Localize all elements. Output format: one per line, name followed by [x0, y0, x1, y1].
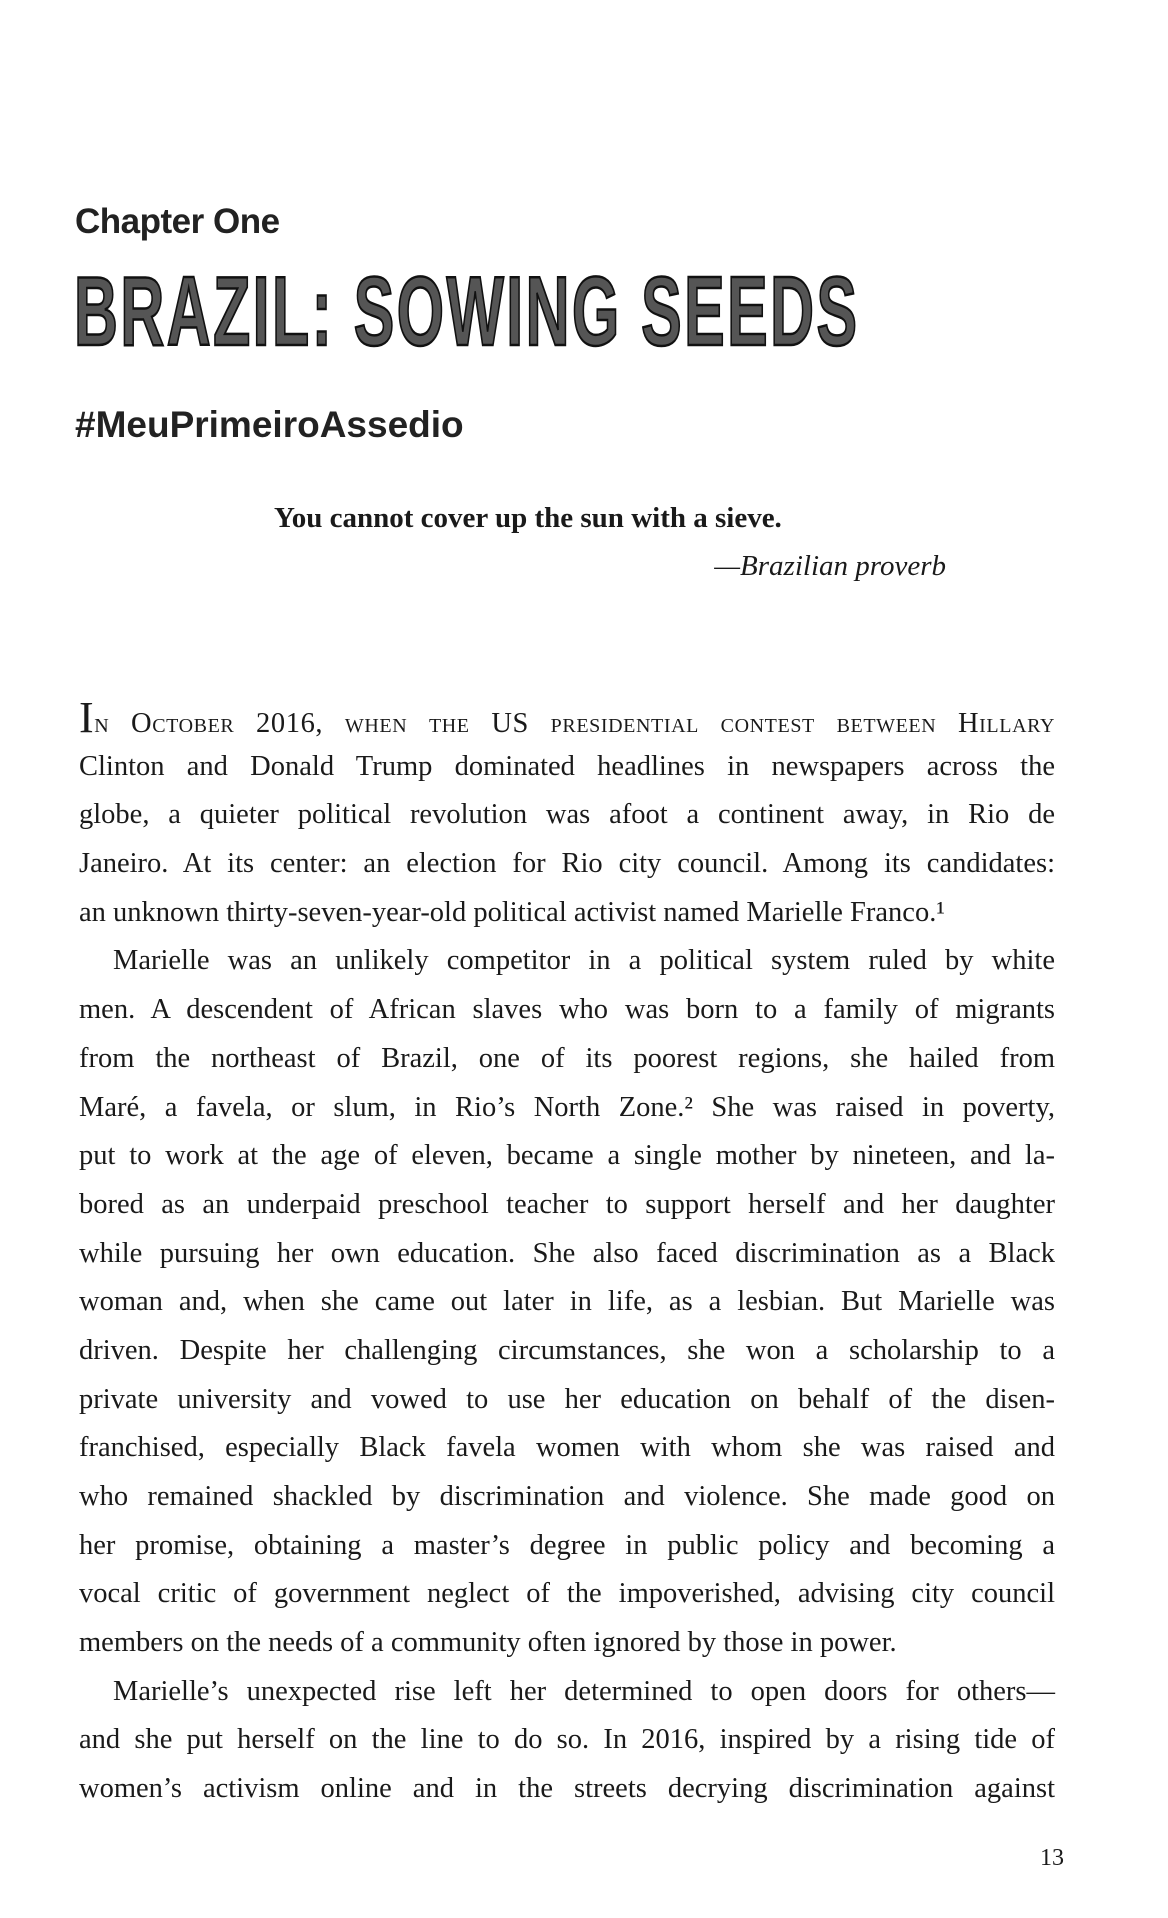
text-line: who remained shackled by discrimination and violence. She made good on: [79, 1481, 1055, 1512]
text-line: men. A descendent of African slaves who was born to a family of migrants: [79, 994, 1055, 1026]
chapter-hashtag: #MeuPrimeiroAssedio: [75, 404, 464, 445]
text-line: while pursuing her own education. She also faced discrimination as a Black: [79, 1237, 1055, 1269]
text-line: women’s activism online and in the streets decrying discrimination against: [79, 1773, 1055, 1805]
text-line: In October 2016, when the US presidential contest between Hillary: [79, 693, 1055, 742]
text-line: Marielle was an unlikely competitor in a political system ruled by white: [113, 945, 1055, 977]
text-line: and she put herself on the line to do so. In 2016, inspired by a rising tide of: [79, 1724, 1055, 1756]
text-line: her promise, obtaining a master’s degree in public policy and becoming a: [79, 1529, 1055, 1561]
text-line: franchised, especially Black favela women with whom she was raised and: [79, 1432, 1055, 1464]
text-line: private university and vowed to use her education on behalf of the disen-: [79, 1383, 1055, 1415]
text-line: Maré, a favela, or slum, in Rio’s North Zone.² She was raised in poverty,: [79, 1091, 1055, 1123]
chapter-label: Chapter One: [75, 202, 280, 241]
epigraph-attribution: —Brazilian proverb: [714, 550, 946, 582]
text-line: Clinton and Donald Trump dominated headlines in newspapers across the: [79, 750, 1055, 782]
text-line: an unknown thirty-seven-year-old political activist named Marielle Franco.¹: [79, 896, 945, 928]
text-line: Marielle’s unexpected rise left her determined to open doors for others—: [113, 1675, 1055, 1707]
text-line: driven. Despite her challenging circumstances, she won a scholarship to a: [79, 1334, 1055, 1366]
text-line: vocal critic of government neglect of the impoverished, advising city council: [79, 1578, 1055, 1610]
text-line: bored as an underpaid preschool teacher to support herself and her daughter: [79, 1188, 1055, 1220]
text-line: members on the needs of a community often ignored by those in power.: [79, 1627, 897, 1659]
text-line: put to work at the age of eleven, became a single mother by nineteen, and la-: [79, 1140, 1055, 1172]
page-number: 13: [1040, 1845, 1064, 1871]
text-line: Janeiro. At its center: an election for Rio city council. Among its candidates:: [79, 848, 1055, 880]
text-line: woman and, when she came out later in life, as a lesbian. But Marielle was: [79, 1286, 1055, 1318]
body-text: [79, 694, 1055, 1814]
text-line: from the northeast of Brazil, one of its poorest regions, she hailed from: [79, 1042, 1055, 1074]
chapter-title: BRAZIL: SOWING SEEDS: [74, 256, 860, 366]
epigraph-quote: You cannot cover up the sun with a sieve.: [274, 502, 782, 534]
text-line: globe, a quieter political revolution was afoot a continent away, in Rio de: [79, 799, 1055, 831]
